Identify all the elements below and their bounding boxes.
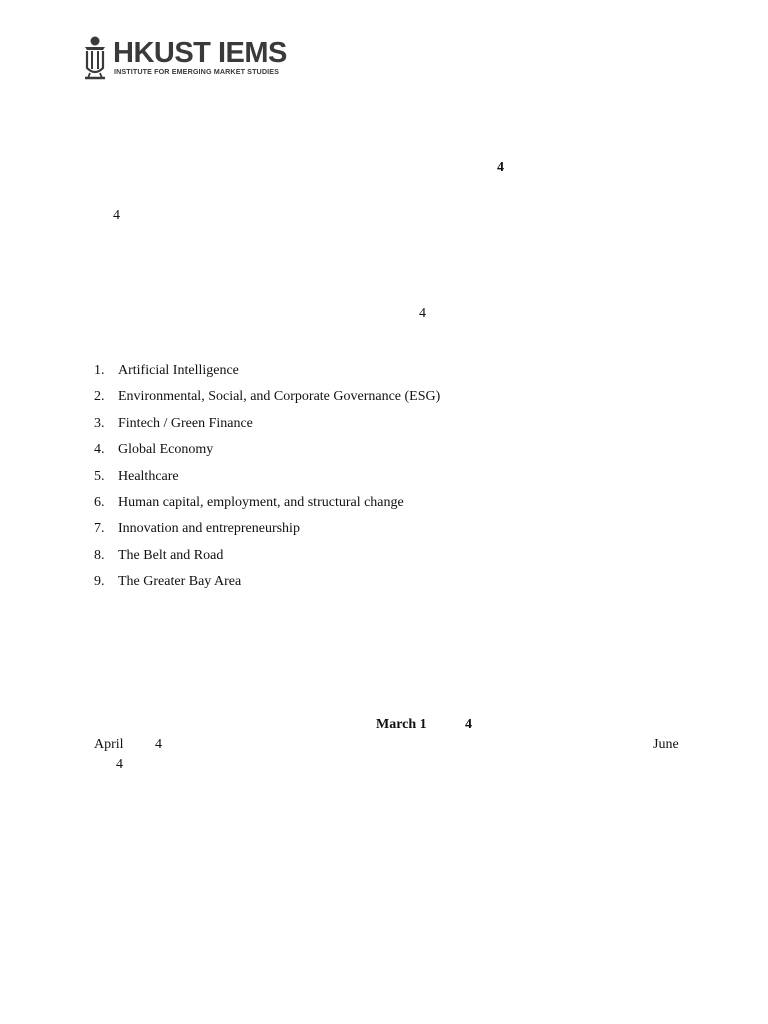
list-item: 1. Artificial Intelligence [94, 362, 440, 388]
april-label: April [94, 737, 124, 752]
paragraph-2-digit: 4 [419, 306, 426, 321]
hkust-iems-logo [82, 36, 312, 82]
topic-label: Healthcare [118, 468, 179, 484]
logo-title: HKUST IEMS [113, 37, 287, 69]
list-item: 7. Innovation and entrepreneurship [94, 520, 440, 546]
logo-subtitle: INSTITUTE FOR EMERGING MARKET STUDIES [114, 67, 280, 76]
march-label: March 1 [376, 717, 427, 732]
topic-label: Environmental, Social, and Corporate Governance (ESG) [118, 389, 441, 405]
topic-label: Global Economy [118, 442, 214, 458]
torch-logo-icon [82, 36, 108, 80]
list-item: 9. The Greater Bay Area [94, 573, 440, 599]
june-digit: 4 [116, 757, 123, 772]
topic-label: The Greater Bay Area [118, 574, 242, 590]
list-item: 8. The Belt and Road [94, 547, 440, 573]
paragraph-1-digit: 4 [113, 208, 120, 223]
topic-label: Innovation and entrepreneurship [118, 521, 300, 537]
topic-list [94, 362, 440, 600]
list-item: 3. Fintech / Green Finance [94, 415, 440, 441]
list-item: 4. Global Economy [94, 441, 440, 467]
june-label: June [653, 737, 679, 752]
march-digit: 4 [465, 717, 472, 732]
heading-digit: 4 [497, 160, 504, 175]
list-item: 5. Healthcare [94, 468, 440, 494]
topic-label: Human capital, employment, and structural change [118, 494, 404, 510]
topic-label: The Belt and Road [118, 547, 224, 563]
list-item: 6. Human capital, employment, and structural change [94, 494, 440, 520]
april-digit: 4 [155, 737, 162, 752]
topic-label: Artificial Intelligence [118, 363, 239, 378]
list-item: 2. Environmental, Social, and Corporate Governance (ESG) [94, 388, 440, 414]
topic-label: Fintech / Green Finance [118, 415, 253, 431]
